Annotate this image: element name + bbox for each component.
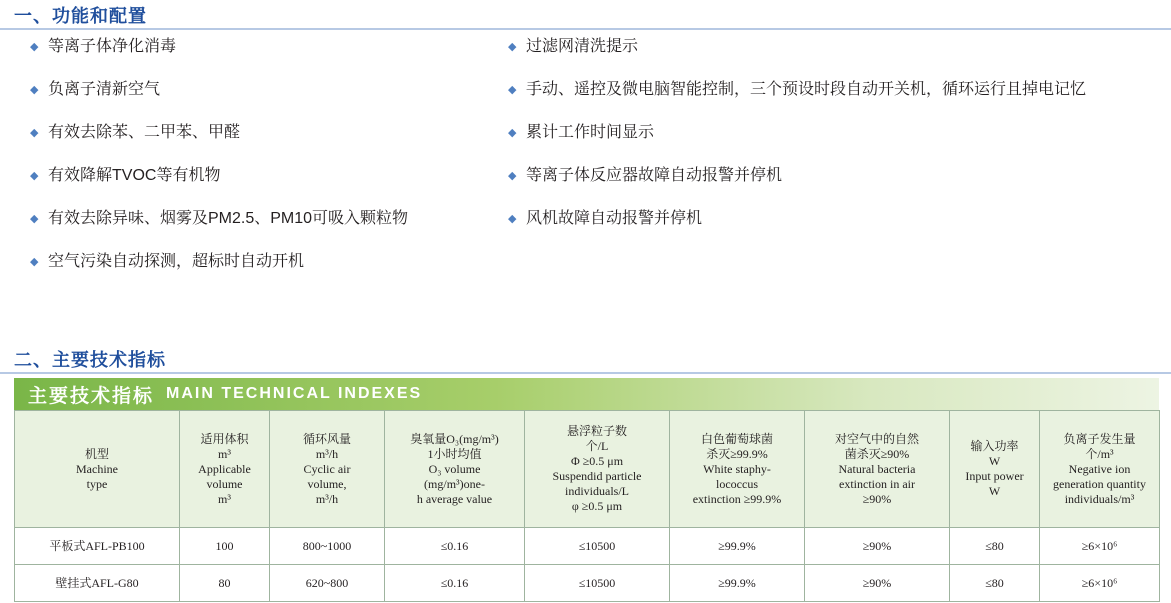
- feature-text: 有效降解TVOC等有机物: [48, 167, 221, 184]
- features-column-left: [30, 34, 500, 292]
- cell-suspended-particles: ≤10500: [525, 565, 670, 602]
- cell-negative-ion: ≥6×10⁶: [1040, 565, 1160, 602]
- list-item: [30, 120, 500, 146]
- cell-applicable-volume: 100: [180, 528, 270, 565]
- list-item: [30, 77, 500, 103]
- bullet-icon: ◆: [30, 170, 39, 182]
- table-header-row: [15, 411, 1160, 528]
- cell-machine-type: 壁挂式AFL-G80: [15, 565, 180, 602]
- list-item: [30, 206, 500, 232]
- cell-cyclic-air-volume: 800~1000: [270, 528, 385, 565]
- bullet-icon: ◆: [30, 41, 39, 53]
- cell-staphylococcus: ≥99.9%: [670, 565, 805, 602]
- bullet-icon: ◆: [30, 256, 39, 268]
- list-item: [508, 77, 1148, 103]
- spec-table-title-en: MAIN TECHNICAL INDEXES: [166, 385, 423, 402]
- bullet-icon: ◆: [508, 170, 517, 182]
- cell-input-power: ≤80: [950, 565, 1040, 602]
- list-item: [508, 120, 1148, 146]
- spec-table-title-bar: [14, 378, 1159, 410]
- bullet-icon: ◆: [30, 213, 39, 225]
- feature-text: 累计工作时间显示: [526, 124, 655, 141]
- cell-natural-bacteria: ≥90%: [805, 565, 950, 602]
- column-header-negative-ion: 负离子发生量 个/m³ Negative ion generation quantity individuals/m³: [1040, 411, 1160, 528]
- cell-applicable-volume: 80: [180, 565, 270, 602]
- cell-staphylococcus: ≥99.9%: [670, 528, 805, 565]
- cell-negative-ion: ≥6×10⁶: [1040, 528, 1160, 565]
- list-item: [508, 206, 1148, 232]
- bullet-icon: ◆: [508, 41, 517, 53]
- cell-suspended-particles: ≤10500: [525, 528, 670, 565]
- spec-table: [14, 410, 1160, 602]
- feature-text: 空气污染自动探测，超标时自动开机: [48, 253, 305, 270]
- bullet-icon: ◆: [508, 127, 517, 139]
- list-item: [30, 249, 500, 275]
- spec-table-title-cn: 主要技术指标: [28, 385, 155, 407]
- spec-table-block: [14, 378, 1159, 602]
- feature-text: 风机故障自动报警并停机: [526, 210, 703, 227]
- feature-text: 负离子清新空气: [48, 81, 161, 98]
- list-item: [30, 163, 500, 189]
- feature-text: 有效去除异味、烟雾及PM2.5、PM10可吸入颗粒物: [48, 210, 409, 227]
- cell-input-power: ≤80: [950, 528, 1040, 565]
- heading-divider-1: [0, 28, 1171, 30]
- list-item: [508, 163, 1148, 189]
- feature-text: 等离子体净化消毒: [48, 38, 177, 55]
- cell-cyclic-air-volume: 620~800: [270, 565, 385, 602]
- list-item: [30, 34, 500, 60]
- table-row: [15, 528, 1160, 565]
- feature-text: 有效去除苯、二甲苯、甲醛: [48, 124, 241, 141]
- table-row: [15, 565, 1160, 602]
- bullet-icon: ◆: [508, 213, 517, 225]
- cell-natural-bacteria: ≥90%: [805, 528, 950, 565]
- feature-text: 过滤网清洗提示: [526, 38, 639, 55]
- bullet-icon: ◆: [30, 84, 39, 96]
- column-header-staphylococcus: 白色葡萄球菌 杀灭≥99.9% White staphy- lococcus extinction ≥99.9%: [670, 411, 805, 528]
- column-header-natural-bacteria: 对空气中的自然 菌杀灭≥90% Natural bacteria extinction in air ≥90%: [805, 411, 950, 528]
- section-heading-features: 一、功能和配置: [14, 6, 147, 26]
- features-column-right: [508, 34, 1148, 249]
- column-header-ozone-volume: 臭氧量O₃(mg/m³) 1小时均值 O₃ volume (mg/m³)one- h average value: [385, 411, 525, 528]
- cell-ozone-volume: ≤0.16: [385, 528, 525, 565]
- feature-text: 手动、遥控及微电脑智能控制，三个预设时段自动开关机，循环运行且掉电记忆: [526, 81, 1087, 98]
- column-header-applicable-volume: 适用体积 m³ Applicable volume m³: [180, 411, 270, 528]
- feature-text: 等离子体反应器故障自动报警并停机: [526, 167, 783, 184]
- cell-ozone-volume: ≤0.16: [385, 565, 525, 602]
- column-header-machine-type: 机型 Machine type: [15, 411, 180, 528]
- column-header-input-power: 输入功率 W Input power W: [950, 411, 1040, 528]
- column-header-suspended-particles: 悬浮粒子数 个/L Φ ≥0.5 μm Suspendid particle individuals/L φ ≥0.5 μm: [525, 411, 670, 528]
- cell-machine-type: 平板式AFL-PB100: [15, 528, 180, 565]
- bullet-icon: ◆: [30, 127, 39, 139]
- heading-divider-2: [0, 372, 1171, 374]
- list-item: [508, 34, 1148, 60]
- bullet-icon: ◆: [508, 84, 517, 96]
- column-header-cyclic-air-volume: 循环风量 m³/h Cyclic air volume, m³/h: [270, 411, 385, 528]
- section-heading-specs: 二、主要技术指标: [14, 350, 166, 370]
